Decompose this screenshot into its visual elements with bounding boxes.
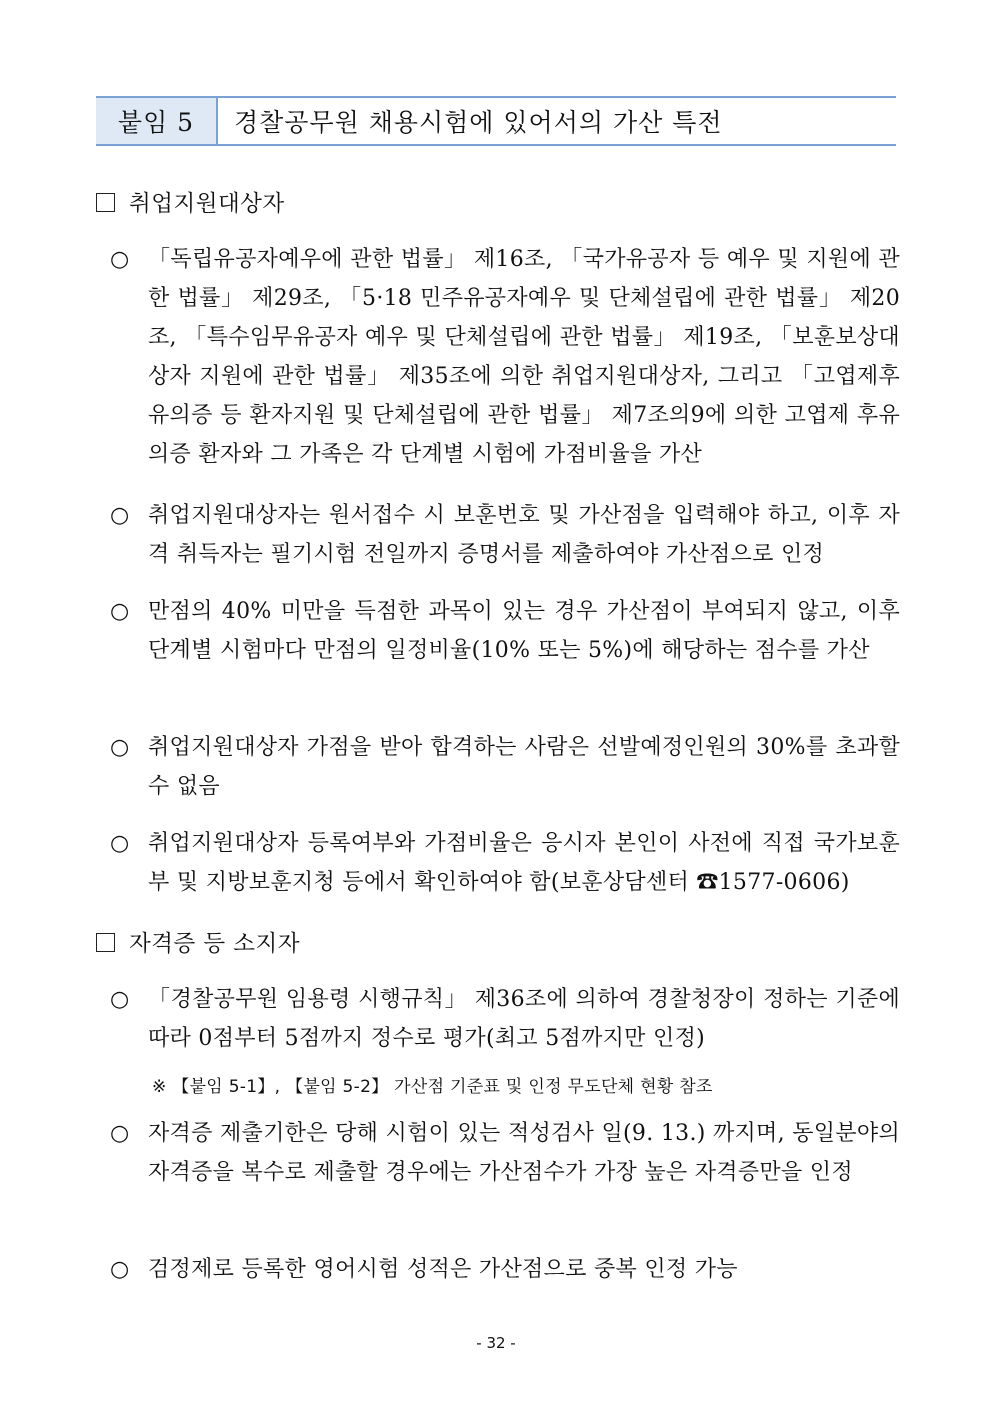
checkbox-icon [96,933,115,952]
circle-bullet-icon: ○ [110,599,130,624]
list-item [110,496,900,574]
list-item-text: 검정제로 등록한 영어시험 성적은 가산점으로 중복 인정 가능 [148,1257,738,1282]
list-item-text: 자격증 제출기한은 당해 시험이 있는 적성검사 일(9. 13.) 까지며, 동일분야의 자격증을 복수로 제출할 경우에는 가산점수가 가장 높은 자격증만을 인정 [148,1121,900,1185]
list-item-text: 「경찰공무원 임용령 시행규칙」 제36조에 의하여 경찰청장이 정하는 기준에 따라 0점부터 5점까지 정수로 평가(최고 5점까지만 인정) [148,987,900,1051]
list-item [110,728,900,806]
section-heading-text: 취업지원대상자 [129,191,285,217]
circle-bullet-icon: ○ [110,1257,130,1282]
appendix-title-box [96,96,896,146]
list-item [110,824,900,902]
list-item [110,980,900,1058]
list-item [110,592,900,670]
list-item-text: 「독립유공자예우에 관한 법률」 제16조, 「국가유공자 등 예우 및 지원에 관한 법률」 제29조, 「5·18 민주유공자예우 및 단체설립에 관한 법률」 제20조, 「특수임무유공자 예우 및 단체설립에 관한 법률」 제19조, 「보훈보상대상자 지원에 관한 법률」 제35조에 의한 취업지원대상자, 그리고 「고엽제후유의증 등 환자지원 및 단체설립에 관한 법률」 제7조의9에 의한 고엽제 후유의증 환자와 그 가족은 각 단계별 시험에 가점비율을 가산 [148,247,900,467]
section-heading-employment-support [96,186,285,218]
checkbox-icon [96,193,115,212]
reference-note: ※ 【붙임 5-1】, 【붙임 5-2】 가산점 기준표 및 인정 무도단체 현황 참조 [152,1077,713,1097]
list-item [110,1250,900,1289]
circle-bullet-icon: ○ [110,247,130,272]
list-item-text: 취업지원대상자는 원서접수 시 보훈번호 및 가산점을 입력해야 하고, 이후 자격 취득자는 필기시험 전일까지 증명서를 제출하여야 가산점으로 인정 [148,503,900,567]
list-item-text: 취업지원대상자 가점을 받아 합격하는 사람은 선발예정인원의 30%를 초과할 수 없음 [148,735,900,799]
circle-bullet-icon: ○ [110,831,130,856]
circle-bullet-icon: ○ [110,1121,130,1146]
list-item [110,1114,900,1192]
list-item [110,240,900,474]
circle-bullet-icon: ○ [110,503,130,528]
list-item-text: 취업지원대상자 등록여부와 가점비율은 응시자 본인이 사전에 직접 국가보훈부 및 지방보훈지청 등에서 확인하여야 함(보훈상담센터 ☎1577-0606) [148,831,900,895]
section-heading-text: 자격증 등 소지자 [129,931,300,957]
circle-bullet-icon: ○ [110,735,130,760]
section-heading-certificate-holders [96,926,300,958]
page-number: - 32 - [476,1334,516,1352]
appendix-label: 붙임 5 [96,98,218,144]
list-item-text: 만점의 40% 미만을 득점한 과목이 있는 경우 가산점이 부여되지 않고, 이후 단계별 시험마다 만점의 일정비율(10% 또는 5%)에 해당하는 점수를 가산 [148,599,900,663]
appendix-title: 경찰공무원 채용시험에 있어서의 가산 특전 [234,108,723,137]
circle-bullet-icon: ○ [110,987,130,1012]
